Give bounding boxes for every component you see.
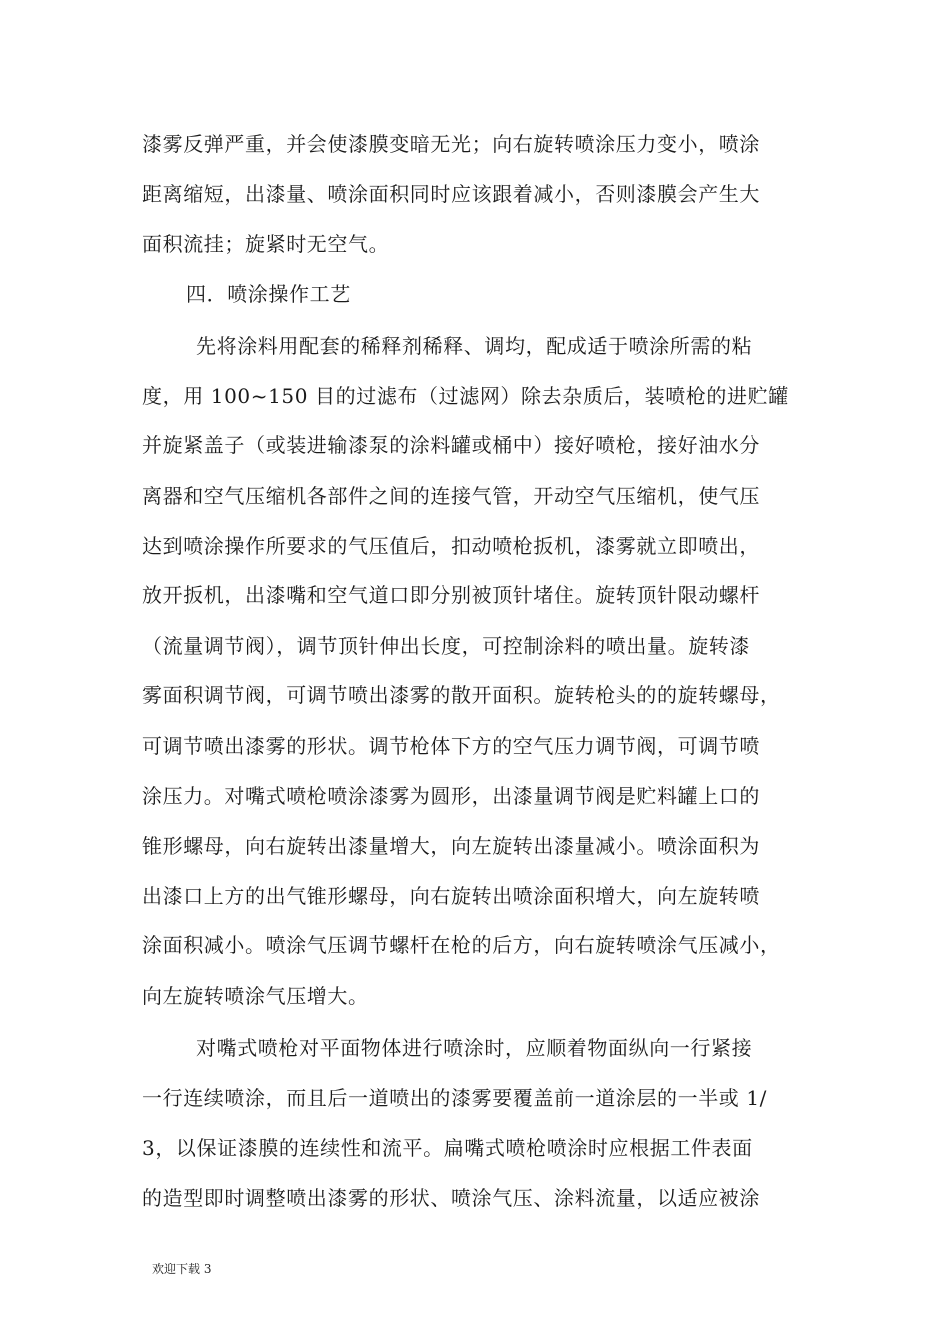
text-line: 涂面积减小。喷涂气压调节螺杆在枪的后方，向右旋转喷涂气压减小， (142, 933, 781, 957)
text-line: 可调节喷出漆雾的形状。调节枪体下方的空气压力调节阀，可调节喷 (142, 734, 760, 758)
text-line: 面积流挂；旋紧时无空气。 (142, 232, 390, 256)
text-line: 的造型即时调整喷出漆雾的形状、喷涂气压、涂料流量，以适应被涂 (142, 1186, 760, 1210)
text-line: 离器和空气压缩机各部件之间的连接气管，开动空气压缩机，使气压 (142, 484, 760, 508)
text-line: （流量调节阀），调节顶针伸出长度，可控制涂料的喷出量。旋转漆 (142, 634, 750, 658)
text-line: 锥形螺母，向右旋转出漆量增大，向左旋转出漆量减小。喷涂面积为 (142, 834, 760, 858)
text-line: 雾面积调节阀，可调节喷出漆雾的散开面积。旋转枪头的的旋转螺母， (142, 683, 781, 707)
text-line: 对嘴式喷枪对平面物体进行喷涂时，应顺着物面纵向一行紧接 (196, 1036, 753, 1060)
text-line: 出漆口上方的出气锥形螺母，向右旋转出喷涂面积增大，向左旋转喷 (142, 884, 760, 908)
text-line: 先将涂料用配套的稀释剂稀释、调均，配成适于喷涂所需的粘 (196, 334, 753, 358)
page-footer: 欢迎下载 3 (152, 1262, 212, 1276)
text-line: 向左旋转喷涂气压增大。 (142, 984, 369, 1008)
text-line: 度，用 100~150 目的过滤布（过滤网）除去杂质后，装喷枪的进贮罐 (142, 384, 789, 408)
text-line: 一行连续喷涂，而且后一道喷出的漆雾要覆盖前一道涂层的一半或 1/ (142, 1086, 768, 1110)
section-heading: 四．喷涂操作工艺 (186, 282, 351, 306)
text-line: 涂压力。对嘴式喷枪喷涂漆雾为圆形，出漆量调节阀是贮料罐上口的 (142, 784, 760, 808)
text-line: 漆雾反弹严重，并会使漆膜变暗无光；向右旋转喷涂压力变小，喷涂 (142, 132, 760, 156)
text-line: 并旋紧盖子（或装进输漆泵的涂料罐或桶中）接好喷枪，接好油水分 (142, 433, 760, 457)
text-line: 达到喷涂操作所要求的气压值后，扣动喷枪扳机，漆雾就立即喷出， (142, 534, 760, 558)
text-line: 3，以保证漆膜的连续性和流平。扁嘴式喷枪喷涂时应根据工件表面 (142, 1136, 753, 1160)
text-line: 距离缩短，出漆量、喷涂面积同时应该跟着减小，否则漆膜会产生大 (142, 182, 760, 206)
text-line: 放开扳机，出漆嘴和空气道口即分别被顶针堵住。旋转顶针限动螺杆 (142, 583, 760, 607)
